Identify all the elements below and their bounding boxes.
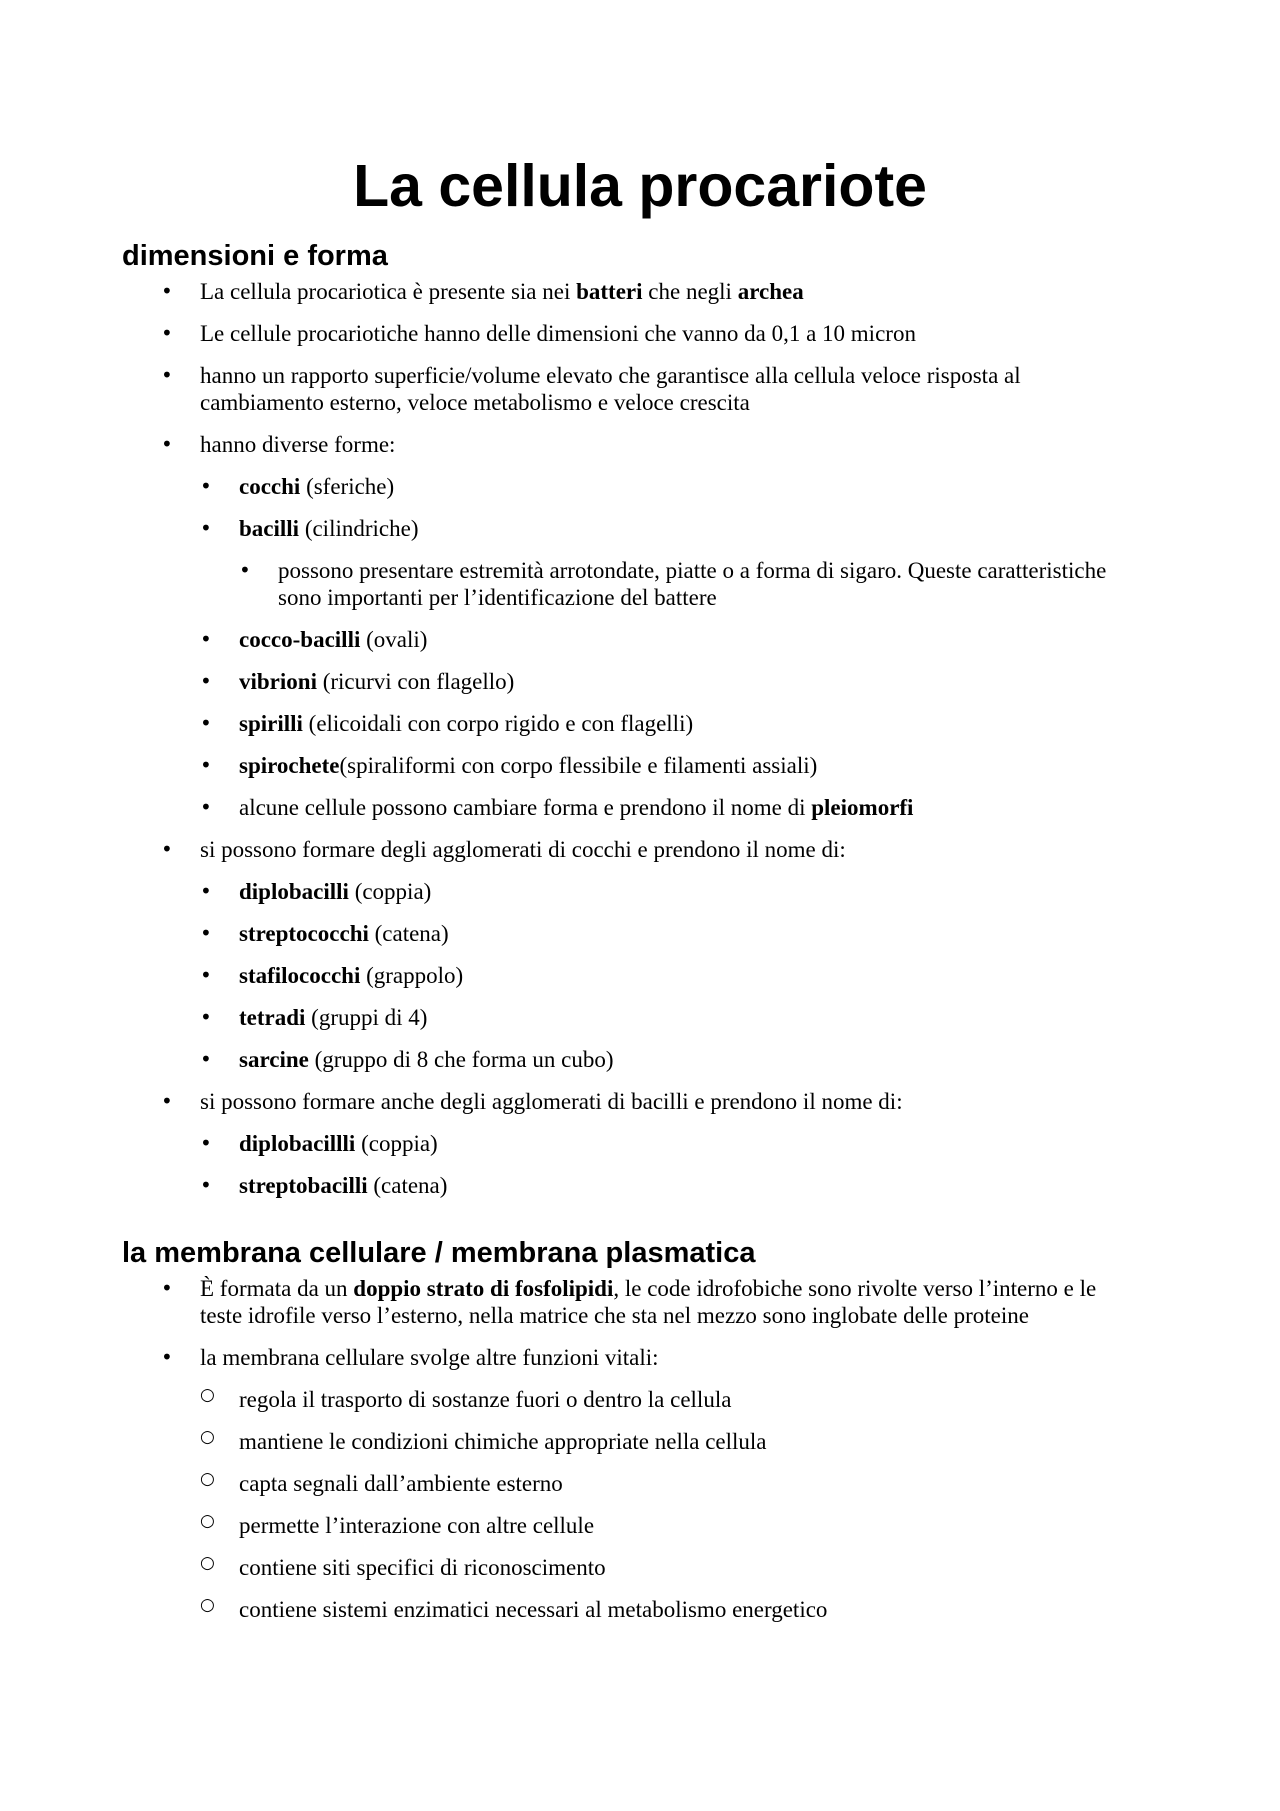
list-item-text: [239, 794, 1130, 821]
circle-bullet-icon: ○: [200, 1595, 215, 1615]
text-run: permette l’interazione con altre cellule: [239, 1513, 595, 1538]
list-item-text: [200, 1344, 1130, 1371]
bold-term: diplobacillli: [239, 1131, 356, 1156]
circle-bullet-icon: ○: [200, 1553, 215, 1573]
disc-bullet-icon: •: [200, 474, 212, 498]
text-run: alcune cellule possono cambiare forma e prendono il nome di: [239, 795, 812, 820]
disc-bullet-icon: •: [200, 753, 212, 777]
text-run: (coppia): [355, 1131, 438, 1156]
text-run: contiene sistemi enzimatici necessari al metabolismo energetico: [239, 1597, 828, 1622]
list-item-text: [200, 278, 1130, 305]
nested-bullet-list: [0, 1371, 1280, 1623]
disc-bullet-icon: •: [200, 1005, 212, 1029]
list-item-text: [239, 668, 1130, 695]
list-item-text: [239, 1554, 1130, 1581]
list-item-text: [239, 473, 1130, 500]
nested-bullet-list: [0, 458, 1280, 821]
bold-term: cocco-bacilli: [239, 627, 361, 652]
list-item: [0, 611, 1280, 653]
bullet-list: [0, 1273, 1280, 1623]
bold-term: doppio strato di fosfolipidi: [353, 1276, 614, 1301]
disc-bullet-icon: •: [200, 921, 212, 945]
list-item-text: [239, 1004, 1130, 1031]
list-item-text: [239, 626, 1130, 653]
list-item: [0, 863, 1280, 905]
list-item-text: [200, 1275, 1130, 1329]
list-item: [0, 1031, 1280, 1073]
list-item: [0, 1413, 1280, 1455]
text-run: È formata da un: [200, 1276, 354, 1301]
bold-term: archea: [737, 279, 804, 304]
disc-bullet-icon: •: [200, 1173, 212, 1197]
circle-bullet-icon: ○: [200, 1385, 215, 1405]
text-run: mantiene le condizioni chimiche appropriate nella cellula: [239, 1429, 767, 1454]
text-run: (ovali): [360, 627, 428, 652]
list-item: [0, 989, 1280, 1031]
list-item-text: [200, 836, 1130, 863]
text-run: (coppia): [348, 879, 432, 904]
disc-bullet-icon: •: [161, 432, 173, 456]
section-cell-membrane: [0, 1233, 1280, 1623]
disc-bullet-icon: •: [161, 1089, 173, 1113]
list-item: [0, 1157, 1280, 1199]
text-run: Le cellule procariotiche hanno delle dimensioni che vanno da 0,1 a 10 micron: [200, 321, 916, 346]
text-run: regola il trasporto di sostanze fuori o dentro la cellula: [239, 1387, 732, 1412]
list-item: [0, 947, 1280, 989]
list-item-text: [200, 320, 1130, 347]
list-item: [0, 1455, 1280, 1497]
disc-bullet-icon: •: [161, 837, 173, 861]
text-run: si possono formare anche degli agglomerati di bacilli e prendono il nome di:: [200, 1089, 903, 1114]
section-heading: dimensioni e forma: [122, 240, 388, 272]
text-run: si possono formare degli agglomerati di cocchi e prendono il nome di:: [200, 837, 846, 862]
disc-bullet-icon: •: [200, 669, 212, 693]
disc-bullet-icon: •: [200, 879, 212, 903]
disc-bullet-icon: •: [200, 1131, 212, 1155]
nested-bullet-list: [0, 1115, 1280, 1199]
text-run: hanno diverse forme:: [200, 432, 396, 457]
list-item: [0, 1497, 1280, 1539]
list-item: [0, 542, 1280, 611]
section-dimensions-shape: [0, 236, 1280, 1199]
list-item: [0, 1539, 1280, 1581]
bold-term: stafilococchi: [239, 963, 361, 988]
disc-bullet-icon: •: [161, 1345, 173, 1369]
disc-bullet-icon: •: [200, 516, 212, 540]
bold-term: cocchi: [239, 474, 301, 499]
list-item: [0, 276, 1280, 305]
text-run: La cellula procariotica è presente sia nei: [200, 279, 577, 304]
list-item-text: [239, 710, 1130, 737]
list-item: [0, 305, 1280, 347]
list-item-text: [239, 1470, 1130, 1497]
list-item-text: [239, 515, 1130, 542]
list-item-text: [239, 920, 1130, 947]
bold-term: sarcine: [239, 1047, 309, 1072]
list-item: [0, 1115, 1280, 1157]
bold-term: diplobacilli: [239, 879, 349, 904]
list-item-text: [239, 1428, 1130, 1455]
section-heading: la membrana cellulare / membrana plasmatica: [122, 1237, 756, 1269]
list-item-text: [239, 1046, 1130, 1073]
disc-bullet-icon: •: [161, 363, 173, 387]
bold-term: bacilli: [239, 516, 300, 541]
list-item: [0, 653, 1280, 695]
text-run: (catena): [367, 1173, 448, 1198]
list-item: [0, 1581, 1280, 1623]
list-item-text: [239, 752, 1130, 779]
list-item: [0, 905, 1280, 947]
list-item-text: [278, 557, 1130, 611]
bold-term: streptococchi: [239, 921, 369, 946]
text-run: la membrana cellulare svolge altre funzioni vitali:: [200, 1345, 659, 1370]
disc-bullet-icon: •: [161, 1276, 173, 1300]
text-run: (sferiche): [300, 474, 395, 499]
list-item-text: [239, 1130, 1130, 1157]
circle-bullet-icon: ○: [200, 1469, 215, 1489]
page-title: La cellula procariote: [353, 153, 927, 219]
disc-bullet-icon: •: [200, 963, 212, 987]
bold-term: streptobacilli: [239, 1173, 368, 1198]
disc-bullet-icon: •: [200, 627, 212, 651]
list-item: [0, 1329, 1280, 1371]
bold-term: vibrioni: [239, 669, 317, 694]
bold-term: spirochete: [239, 753, 340, 778]
text-run: hanno un rapporto superficie/volume elevato che garantisce alla cellula veloce risposta al cambiamento esterno, veloce metabolismo e veloce crescita: [200, 363, 1021, 415]
disc-bullet-icon: •: [200, 1047, 212, 1071]
list-item-text: [239, 1386, 1130, 1413]
list-item: [0, 416, 1280, 458]
disc-bullet-icon: •: [200, 795, 212, 819]
list-item-text: [239, 1596, 1130, 1623]
text-run: contiene siti specifici di riconoscimento: [239, 1555, 606, 1580]
bold-term: batteri: [576, 279, 643, 304]
circle-bullet-icon: ○: [200, 1511, 215, 1531]
list-item-text: [200, 362, 1130, 416]
list-item: [0, 1073, 1280, 1115]
list-item: [0, 737, 1280, 779]
bullet-list: [0, 276, 1280, 1199]
text-run: (spiraliformi con corpo flessibile e filamenti assiali): [339, 753, 818, 778]
list-item-text: [239, 1512, 1130, 1539]
list-item: [0, 458, 1280, 500]
disc-bullet-icon: •: [161, 321, 173, 345]
list-item: [0, 695, 1280, 737]
bold-term: pleiomorfi: [811, 795, 914, 820]
text-run: (ricurvi con flagello): [316, 669, 515, 694]
text-run: (cilindriche): [299, 516, 419, 541]
list-item-text: [239, 1172, 1130, 1199]
list-item-text: [200, 1088, 1130, 1115]
disc-bullet-icon: •: [239, 558, 251, 582]
nested-bullet-list: [0, 542, 1280, 611]
text-run: (catena): [368, 921, 449, 946]
nested-bullet-list: [0, 863, 1280, 1073]
list-item: [0, 779, 1280, 821]
disc-bullet-icon: •: [161, 279, 173, 303]
text-run: (gruppi di 4): [305, 1005, 428, 1030]
text-run: che negli: [642, 279, 738, 304]
bold-term: tetradi: [239, 1005, 306, 1030]
list-item-text: [239, 962, 1130, 989]
list-item: [0, 821, 1280, 863]
circle-bullet-icon: ○: [200, 1427, 215, 1447]
text-run: possono presentare estremità arrotondate, piatte o a forma di sigaro. Queste caratteristiche sono importanti per l’identificazione del battere: [278, 558, 1107, 610]
list-item-text: [239, 878, 1130, 905]
text-run: , le code idrofobiche sono rivolte verso l’interno e le teste idrofile verso l’esterno, nella matrice che sta nel mezzo sono inglobate delle proteine: [200, 1276, 1097, 1328]
bold-term: spirilli: [239, 711, 303, 736]
list-item: [0, 500, 1280, 542]
text-run: capta segnali dall’ambiente esterno: [239, 1471, 563, 1496]
list-item-text: [200, 431, 1130, 458]
text-run: (grappolo): [360, 963, 464, 988]
list-item: [0, 347, 1280, 416]
list-item: [0, 1273, 1280, 1329]
text-run: (elicoidali con corpo rigido e con flagelli): [302, 711, 694, 736]
list-item: [0, 1371, 1280, 1413]
disc-bullet-icon: •: [200, 711, 212, 735]
text-run: (gruppo di 8 che forma un cubo): [308, 1047, 614, 1072]
